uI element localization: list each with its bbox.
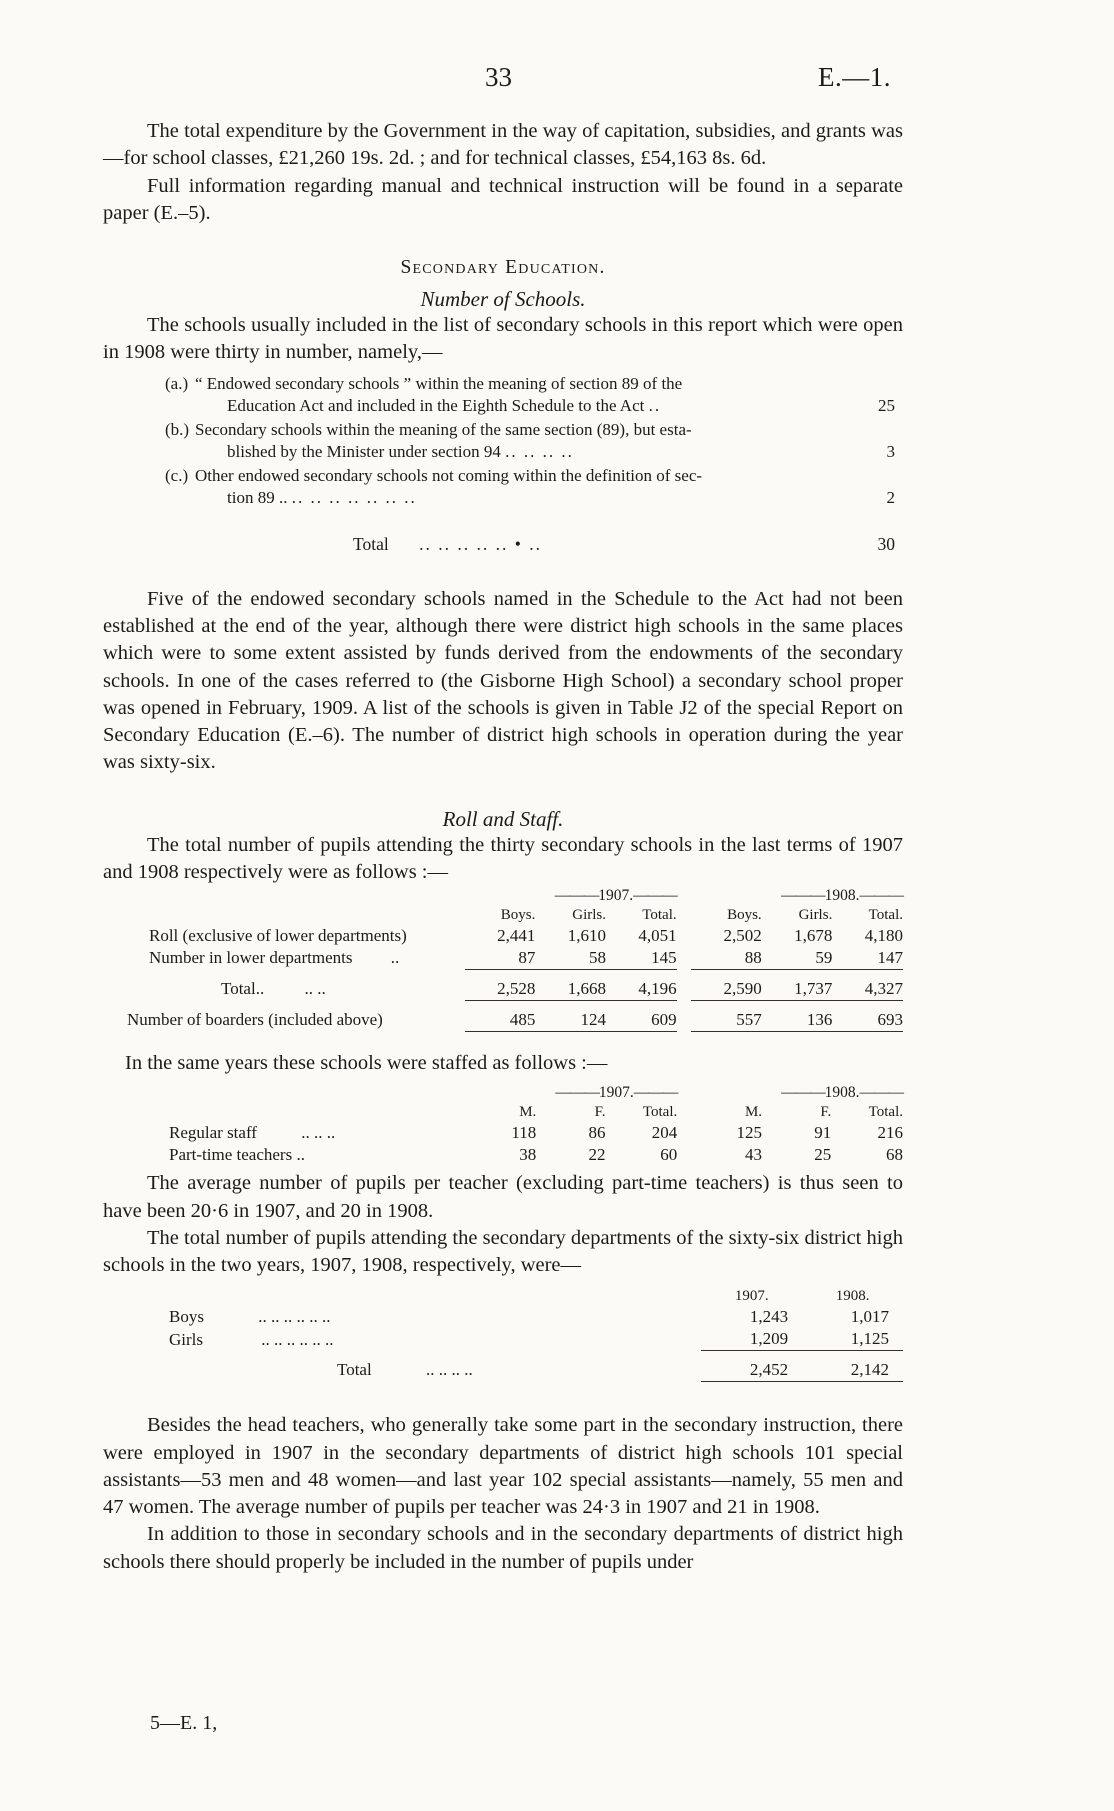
cell: 204 [651,1123,678,1143]
paragraph-staff-intro: In the same years these schools were staffed as follows :— [125,1052,608,1075]
row-label: Boys .. .. .. .. .. .. [169,1307,331,1327]
list-item-line2: Education Act and included in the Eighth Schedule to the Act .. 25 [227,395,903,417]
leader-dots: .. .. .. .. .. .. .. [291,487,417,507]
col-head-boys-1907: Boys. [500,907,536,924]
cell: 91 [814,1123,832,1143]
cell: 4,051 [638,926,677,946]
cell: 1,017 [850,1307,889,1327]
cell: 118 [511,1123,537,1143]
table-row [103,1122,903,1144]
subheading-roll-and-staff: Roll and Staff. [442,806,564,831]
list-item-line1: Secondary schools within the meaning of the same section (89), but esta- [195,419,692,439]
document-number: E.—1. [818,62,891,92]
row-label: Roll (exclusive of lower departments) [149,926,407,946]
paragraph-manual-instruction: Full information regarding manual and technical instruction will be found in a separate paper (E.–5). [103,174,903,224]
list-item [103,419,903,463]
col-head-male-1907: M. [519,1104,537,1121]
cell: 25 [814,1145,832,1165]
paragraph-schools-list-intro: The schools usually included in the list of secondary schools in this report which were open in 1908 were thirty in number, namely,— [103,314,903,364]
cell: 1,737 [762,970,833,1001]
leader-dots: .. .. .. .. [505,441,574,461]
roll-table [103,886,903,1032]
cell: 124 [535,1001,606,1032]
total-value: 30 [877,534,895,555]
col-head-total-1907: Total. [642,907,677,924]
list-item [103,373,903,417]
cell: 2,528 [465,970,536,1001]
paragraph-addition: In addition to those in secondary schools and in the secondary departments of district high schools there should properly be included in the number of pupils under [103,1523,903,1573]
table-row-total [103,1351,903,1382]
row-label: Part-time teachers .. [169,1145,305,1165]
leader-dots: .. [390,948,400,968]
col-head-1907: 1907. [734,1288,769,1305]
paragraph-average-pupils-per-teacher: The average number of pupils per teacher (excluding part-time teachers) is thus seen to have been 20·6 in 1907, and 20 in 1908. [103,1172,903,1222]
col-head-boys-1908: Boys. [727,907,762,924]
cell: 1,209 [701,1328,802,1351]
col-head-girls-1907: Girls. [572,907,606,924]
table-row-total [103,970,903,1001]
row-label: Total .. .. .. .. [337,1360,473,1380]
cell: 1,243 [749,1307,789,1327]
year-header-1907: ―――1907.――― [555,1084,678,1102]
table-row [103,925,903,947]
cell: 2,590 [691,970,762,1001]
cell: 60 [660,1145,678,1165]
roll-table-year-header [103,886,903,906]
col-head-female-1907: F. [594,1104,606,1121]
cell: 2,142 [802,1351,903,1382]
cell: 4,196 [606,970,677,1001]
list-item-label: (a.) [165,373,189,393]
row-label: Number in lower departments .. [149,948,400,968]
table-row [103,1001,903,1032]
page-number: 33 [485,62,512,92]
table-row [103,947,903,970]
subheading-number-of-schools: Number of Schools. [420,287,586,311]
col-head-total-1907: Total. [642,1104,678,1121]
col-head-total-1908: Total. [868,1104,903,1121]
cell: 38 [519,1145,537,1165]
cell: 557 [691,1001,762,1032]
col-head-male-1908: M. [744,1104,763,1121]
year-header-1908: ―――1908.――― [781,887,903,905]
district-high-table [103,1287,903,1382]
leader-dots: .. .. .. .. .. • .. [419,534,542,555]
district-high-column-header [103,1287,903,1306]
col-head-1908: 1908. [835,1288,870,1305]
list-item-value: 3 [886,441,895,461]
paragraph-endowed-schools-note: Five of the endowed secondary schools named in the Schedule to the Act had not been established at the end of the year, although there were district high schools in the same places which were to some extent assisted by funds derived from the endowments of the secondary schools. In one of the cases referred to (the Gisborne High School) a secondary school proper was opened in February, 1909. A list of the schools is given in Table J2 of the special Report on Secondary Education (E.–6). The number of district high schools in operation during the year was sixty-six. [103,587,903,774]
cell: 86 [588,1123,606,1143]
roll-table-column-header [103,906,903,925]
page-footer-signature: 5—E. 1, [150,1712,218,1734]
school-list-total-row [103,533,903,556]
row-label: Regular staff .. .. .. [169,1123,336,1143]
cell: 125 [736,1123,763,1143]
leader-dots: .. .. [304,979,326,999]
cell: 4,327 [832,970,903,1001]
paragraph-expenditure: The total expenditure by the Government in the way of capitation, subsidies, and grants was—for school classes, £21,260 19s. 2d. ; and for technical classes, £54,163 8s. 6d. [103,120,903,170]
cell: 87 [465,947,536,970]
table-row [103,1328,903,1351]
school-category-list [103,373,903,556]
list-item-value: 2 [886,487,895,507]
cell: 22 [588,1145,606,1165]
document-body [103,118,903,1576]
leader-dots: .. .. .. .. .. .. [261,1329,334,1349]
cell: 68 [886,1145,903,1165]
table-row [103,1144,903,1166]
cell: 216 [877,1123,903,1143]
list-item-line1: “ Endowed secondary schools ” within the meaning of section 89 of the [195,373,683,393]
row-label: Girls .. .. .. .. .. .. [169,1329,334,1349]
col-head-total-1908: Total. [868,907,903,924]
staff-table-column-header [103,1103,903,1122]
cell: 1,678 [794,926,833,946]
cell: 2,441 [497,926,536,946]
cell: 485 [465,1001,536,1032]
cell: 693 [832,1001,903,1032]
row-label: Total.. .. .. [221,979,326,999]
leader-dots: .. .. .. [301,1123,336,1143]
list-item-line1: Other endowed secondary schools not coming within the definition of sec- [195,465,703,485]
row-label: Number of boarders (included above) [127,1010,383,1030]
staff-table-year-header [103,1083,903,1103]
leader-dots: .. [648,395,662,415]
cell: 2,502 [723,926,762,946]
cell: 59 [762,947,833,970]
list-item [103,465,903,509]
paragraph-roll-intro: The total number of pupils attending the thirty secondary schools in the last terms of 1907 and 1908 respectively were as follows :— [103,833,903,883]
cell: 609 [606,1001,677,1032]
cell: 4,180 [864,926,903,946]
col-head-girls-1908: Girls. [798,907,833,924]
leader-dots: .. .. .. .. [425,1360,473,1380]
leader-dots: .. .. .. .. .. .. [258,1307,331,1327]
year-header-1908: ―――1908.――― [781,1084,903,1102]
cell: 58 [535,947,606,970]
list-item-label: (b.) [165,419,190,439]
section-heading-secondary-education: Secondary Education. [400,257,606,278]
cell: 1,668 [535,970,606,1001]
list-item-line2: blished by the Minister under section 94 .. .. .. .. 3 [227,441,903,463]
cell: 88 [691,947,762,970]
paragraph-district-high-intro: The total number of pupils attending the secondary departments of the sixty-six district high schools in the two years, 1907, 1908, respectively, were— [103,1226,903,1277]
total-label: Total [353,534,389,555]
year-header-1907: ―――1907.――― [554,887,677,905]
paragraph-head-teachers: Besides the head teachers, who generally take some part in the secondary instruction, there were employed in 1907 in the secondary departments of district high schools 101 special assistants—53 men and 48 women—and last year 102 special assistants—namely, 55 men and 47 women. The average number of pupils per teacher was 24·3 in 1907 and 21 in 1908. [103,1414,903,1519]
cell: 1,610 [567,926,606,946]
cell: 145 [606,947,677,970]
cell: 2,452 [701,1351,802,1382]
col-head-female-1908: F. [820,1104,832,1121]
cell: 147 [832,947,903,970]
list-item-value: 25 [878,395,895,415]
cell: 43 [745,1145,763,1165]
cell: 136 [762,1001,833,1032]
list-item-line2: tion 89 .. .. .. .. .. .. .. .. 2 [227,487,903,509]
staff-table [103,1083,903,1166]
table-row [103,1306,903,1328]
cell: 1,125 [802,1328,903,1351]
list-item-label: (c.) [165,465,189,485]
